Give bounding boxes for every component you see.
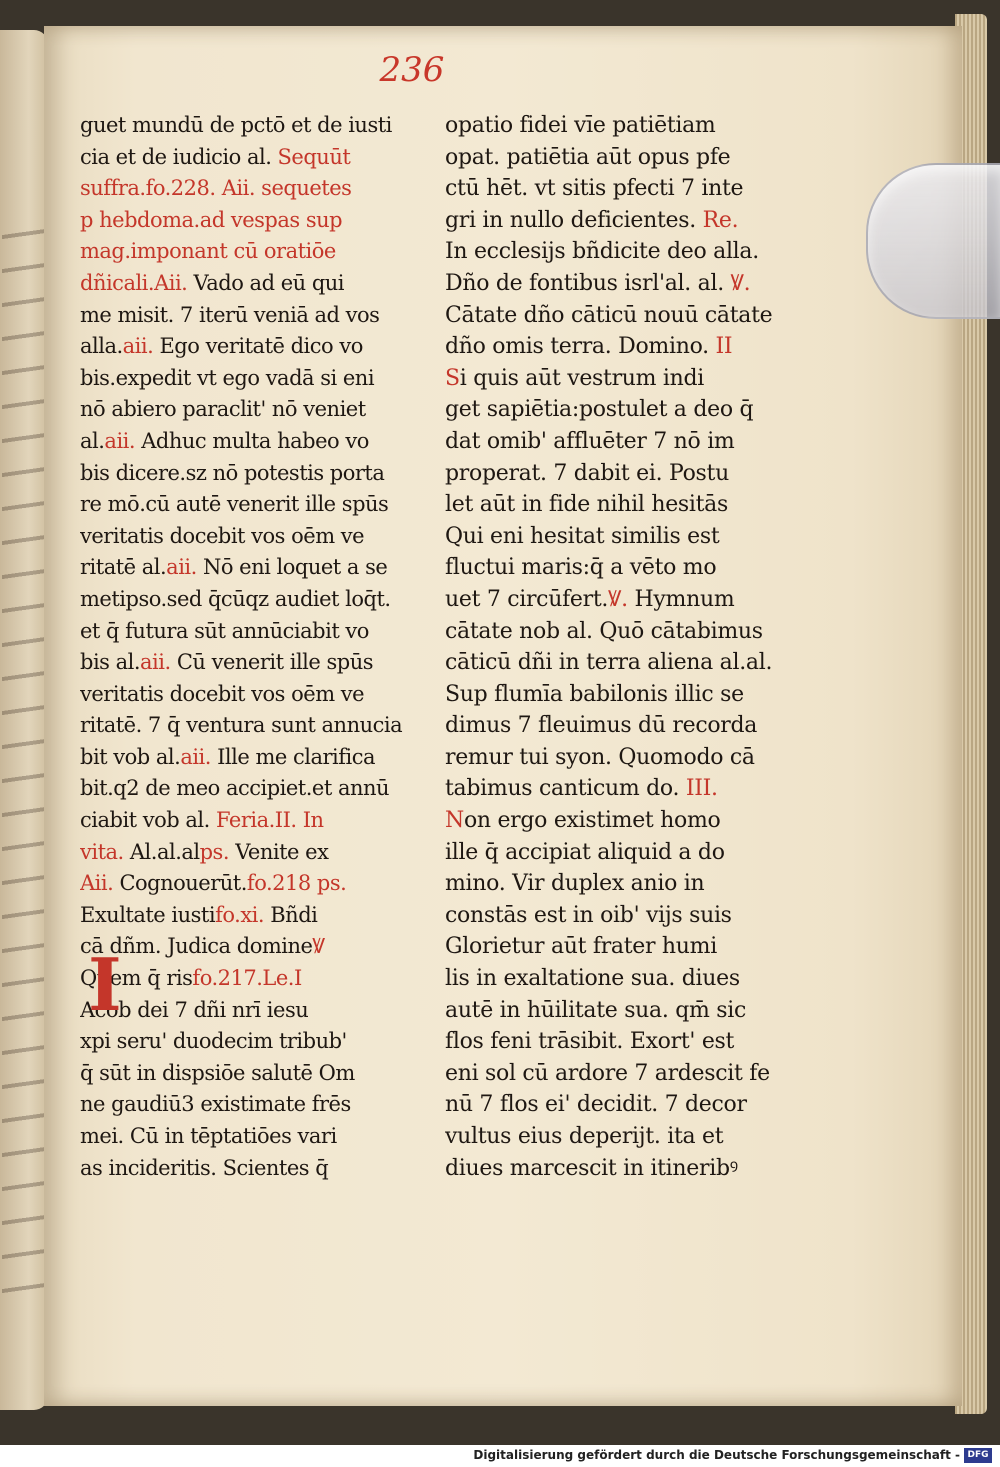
decorated-initial: I [88, 942, 122, 1027]
body-text: Exultate iusti [80, 902, 216, 927]
text-line [445, 173, 790, 205]
text-line [445, 521, 790, 553]
text-line [80, 868, 420, 900]
body-text: ille q̄ accipiat aliquid a do [445, 839, 725, 865]
text-line [80, 142, 420, 174]
text-line [445, 679, 790, 711]
text-line [80, 710, 420, 742]
text-line [80, 363, 420, 395]
body-text: gri in nullo deficientes. [445, 207, 703, 233]
text-line [445, 142, 790, 174]
body-text: tabimus canticum do. [445, 776, 686, 802]
text-line [80, 584, 420, 616]
rubric-text: II [715, 334, 733, 360]
body-text: uet 7 circūfert. [445, 586, 609, 612]
body-text: q̄ sūt in dispsiōe salutē Om [80, 1060, 355, 1085]
body-text: cātate nob al. Quō cātabimus [445, 618, 763, 644]
text-line [445, 205, 790, 237]
body-text: ne gaudiū3 existimate frēs [80, 1092, 351, 1117]
body-text: Nō eni loquet a se [196, 555, 388, 580]
text-line [445, 1026, 790, 1058]
body-text: Vado ad eū qui [187, 270, 345, 295]
body-text: opatio fidei vīe patiētiam [445, 113, 716, 138]
body-text: opat. patiētia aūt opus pfe [445, 144, 731, 170]
text-line [80, 742, 420, 774]
text-line [445, 110, 790, 142]
body-text: Adhuc multa habeo vo [135, 428, 369, 453]
rubric-text: ps. [199, 839, 230, 864]
body-text: Sup flumīa babilonis illic se [445, 681, 744, 707]
text-line [80, 236, 420, 268]
body-text: In ecclesijs bñdicite deo alla. [445, 239, 759, 265]
rubric-text: suffra.fo.228. Aii. sequetes [80, 176, 352, 201]
rubric-text: Ꝟ. [730, 270, 751, 296]
body-text: et q̄ futura sūt annūciabit vo [80, 618, 369, 643]
body-text: bit.q2 de meo accipiet.et annū [80, 776, 390, 801]
body-text: Quem q̄ ris [80, 966, 193, 991]
text-line [445, 900, 790, 932]
body-text: dimus 7 fleuimus dū recorda [445, 713, 758, 739]
body-text: flos feni trāsibit. Exort' est [445, 1029, 735, 1055]
text-line [80, 805, 420, 837]
body-text: Glorietur aūt frater humi [445, 934, 717, 960]
text-line [80, 205, 420, 237]
text-line [80, 1121, 420, 1153]
body-text: alla. [80, 334, 123, 359]
rubric-text: fo.xi. [215, 902, 265, 927]
text-line [445, 236, 790, 268]
right-text-column [445, 110, 790, 1184]
rubric-text: dñicali.Aii. [80, 270, 188, 295]
rubric-text: fo.217.Le.I [192, 966, 302, 991]
text-line [445, 1153, 790, 1185]
body-text: cia et de iudicio al. [80, 144, 278, 169]
body-text: ritatē. 7 q̄ ventura sunt annucia [80, 713, 403, 738]
body-text: Ego veritatē dico vo [153, 334, 363, 359]
text-line [80, 1089, 420, 1121]
body-text: i quis aūt vestrum indi [459, 365, 705, 391]
text-line [445, 805, 790, 837]
text-line [445, 931, 790, 963]
text-line [445, 363, 790, 395]
text-line [445, 1089, 790, 1121]
rubric-text: Ꝟ. [608, 586, 628, 612]
text-line [445, 773, 790, 805]
text-line [80, 300, 420, 332]
body-text: nō abiero paraclit' nō veniet [80, 397, 366, 422]
text-line [80, 1058, 420, 1090]
body-text: Qui eni hesitat similis est [445, 523, 720, 549]
text-line [80, 1153, 420, 1185]
body-text: ciabit vob al. [80, 808, 216, 833]
text-line [80, 1026, 420, 1058]
text-line [445, 616, 790, 648]
text-line [80, 426, 420, 458]
body-text: Ille me clarifica [210, 744, 375, 769]
body-text: diues marcescit in itineribꝰ [445, 1155, 738, 1181]
left-text-column [80, 110, 420, 1184]
text-line [445, 868, 790, 900]
body-text: re mō.cū autē venerit ille spūs [80, 492, 389, 517]
text-line [445, 963, 790, 995]
text-line [445, 742, 790, 774]
text-line [80, 173, 420, 205]
body-text: bis dicere.sz nō potestis porta [80, 460, 385, 485]
body-text: veritatis docebit vos oēm ve [80, 681, 365, 706]
text-line [445, 1058, 790, 1090]
rubric-text: Feria.II. In [215, 808, 324, 833]
rubric-text: N [445, 808, 464, 834]
body-text: Bñdi [264, 902, 318, 927]
text-line [445, 489, 790, 521]
body-text: cāticū dñi in terra aliena al.al. [445, 650, 773, 676]
text-line [80, 837, 420, 869]
footer-bar [0, 1445, 1000, 1467]
body-text: Cognouerūt. [113, 871, 247, 896]
text-line [80, 647, 420, 679]
body-text: bit vob al. [80, 744, 181, 769]
body-text: nū 7 flos ei' decidit. 7 decor [445, 1092, 747, 1118]
body-text: properat. 7 dabit ei. Postu [445, 460, 729, 486]
left-page-edge [0, 30, 48, 1410]
text-line [445, 584, 790, 616]
text-line [445, 647, 790, 679]
text-line [445, 995, 790, 1027]
rubric-text: Ꝟ [312, 934, 325, 959]
text-line [80, 268, 420, 300]
text-line [80, 394, 420, 426]
body-text: Cātate dño cāticū nouū cātate [445, 302, 773, 328]
left-page-text-bleed [2, 207, 46, 1313]
body-text: al. [80, 428, 105, 453]
body-text: me misit. 7 iterū veniā ad vos [80, 302, 380, 327]
body-text: bis.expedit vt ego vadā si eni [80, 365, 375, 390]
dfg-logo: DFG [964, 1448, 992, 1463]
body-text: metipso.sed q̄cūqz audiet loq̄t. [80, 586, 391, 611]
body-text: ritatē al. [80, 555, 167, 580]
body-text: eni sol cū ardore 7 ardescit fe [445, 1060, 770, 1086]
body-text: Acob dei 7 dñi nrī iesu [80, 997, 309, 1022]
text-line [445, 268, 790, 300]
rubric-text: aii. [104, 428, 136, 453]
rubric-text: vita. [80, 839, 124, 864]
body-text: dño omis terra. Domino. [445, 334, 716, 360]
body-text: lis in exaltatione sua. diues [445, 966, 740, 992]
body-text: xpi seru' duodecim tribub' [80, 1029, 347, 1054]
rubric-text: aii. [180, 744, 211, 769]
text-line [80, 458, 420, 490]
rubric-text: fo.218 ps. [246, 871, 347, 896]
body-text: cā dñm. Judica domine [80, 934, 313, 959]
body-text: Al.al.al [123, 839, 200, 864]
text-line [445, 331, 790, 363]
rubric-text: mag.imponant cū oratiōe [80, 239, 336, 264]
text-line [80, 616, 420, 648]
page-number: 236 [379, 50, 445, 90]
body-text: Cū venerit ille spūs [170, 650, 374, 675]
rubric-text: p hebdoma.ad vespas sup [80, 207, 343, 232]
rubric-text: aii. [122, 334, 154, 359]
body-text: on ergo existimet homo [463, 808, 721, 834]
text-line [80, 489, 420, 521]
text-line [445, 1121, 790, 1153]
body-text: Dño de fontibus isrl'al. al. [445, 270, 731, 296]
text-line [80, 552, 420, 584]
rubric-text: Aii. [80, 871, 114, 896]
rubric-text: Re. [702, 207, 739, 233]
body-text: autē in hūilitate sua. qm̄ sic [445, 997, 747, 1023]
body-text: mino. Vir duplex anio in [445, 871, 705, 897]
text-line [445, 300, 790, 332]
text-line [80, 331, 420, 363]
body-text: dat omib' affluēter 7 nō im [445, 428, 735, 454]
body-text: constās est in oib' vijs suis [445, 902, 732, 928]
text-line [445, 837, 790, 869]
rubric-text: aii. [166, 555, 197, 580]
body-text: fluctui maris:q̄ a vēto mo [445, 555, 717, 581]
text-line [445, 394, 790, 426]
body-text: guet mundū de pctō et de iusti [80, 113, 392, 137]
body-text: bis al. [80, 650, 141, 675]
body-text: get sapiētia:postulet a deo q̄ [445, 397, 754, 423]
body-text: mei. Cū in tēptatiōes vari [80, 1124, 337, 1148]
body-text: vultus eius deperijt. ita et [445, 1124, 724, 1149]
text-line [445, 426, 790, 458]
body-text: veritatis docebit vos oēm ve [80, 523, 365, 548]
body-text: remur tui syon. Quomodo cā [445, 744, 755, 770]
rubric-text: III. [685, 776, 718, 802]
book-clip [866, 163, 1000, 319]
footer-credit: Digitalisierung gefördert durch die Deutsche Forschungsgemeinschaft - [473, 1448, 960, 1462]
text-line [445, 552, 790, 584]
text-line [445, 710, 790, 742]
body-text: Hymnum [627, 586, 735, 612]
rubric-text: S [445, 365, 460, 391]
text-line [445, 458, 790, 490]
body-text: Venite ex [229, 839, 329, 864]
text-line [80, 521, 420, 553]
text-line [80, 679, 420, 711]
body-text: let aūt in fide nihil hesitās [445, 492, 728, 518]
body-text: ctū hēt. vt sitis pfecti 7 inte [445, 176, 744, 202]
text-line [80, 773, 420, 805]
rubric-text: Sequūt [277, 144, 351, 169]
text-line [80, 900, 420, 932]
rubric-text: aii. [140, 650, 171, 675]
body-text: as incideritis. Scientes q̄ [80, 1155, 329, 1180]
text-line [80, 110, 420, 142]
